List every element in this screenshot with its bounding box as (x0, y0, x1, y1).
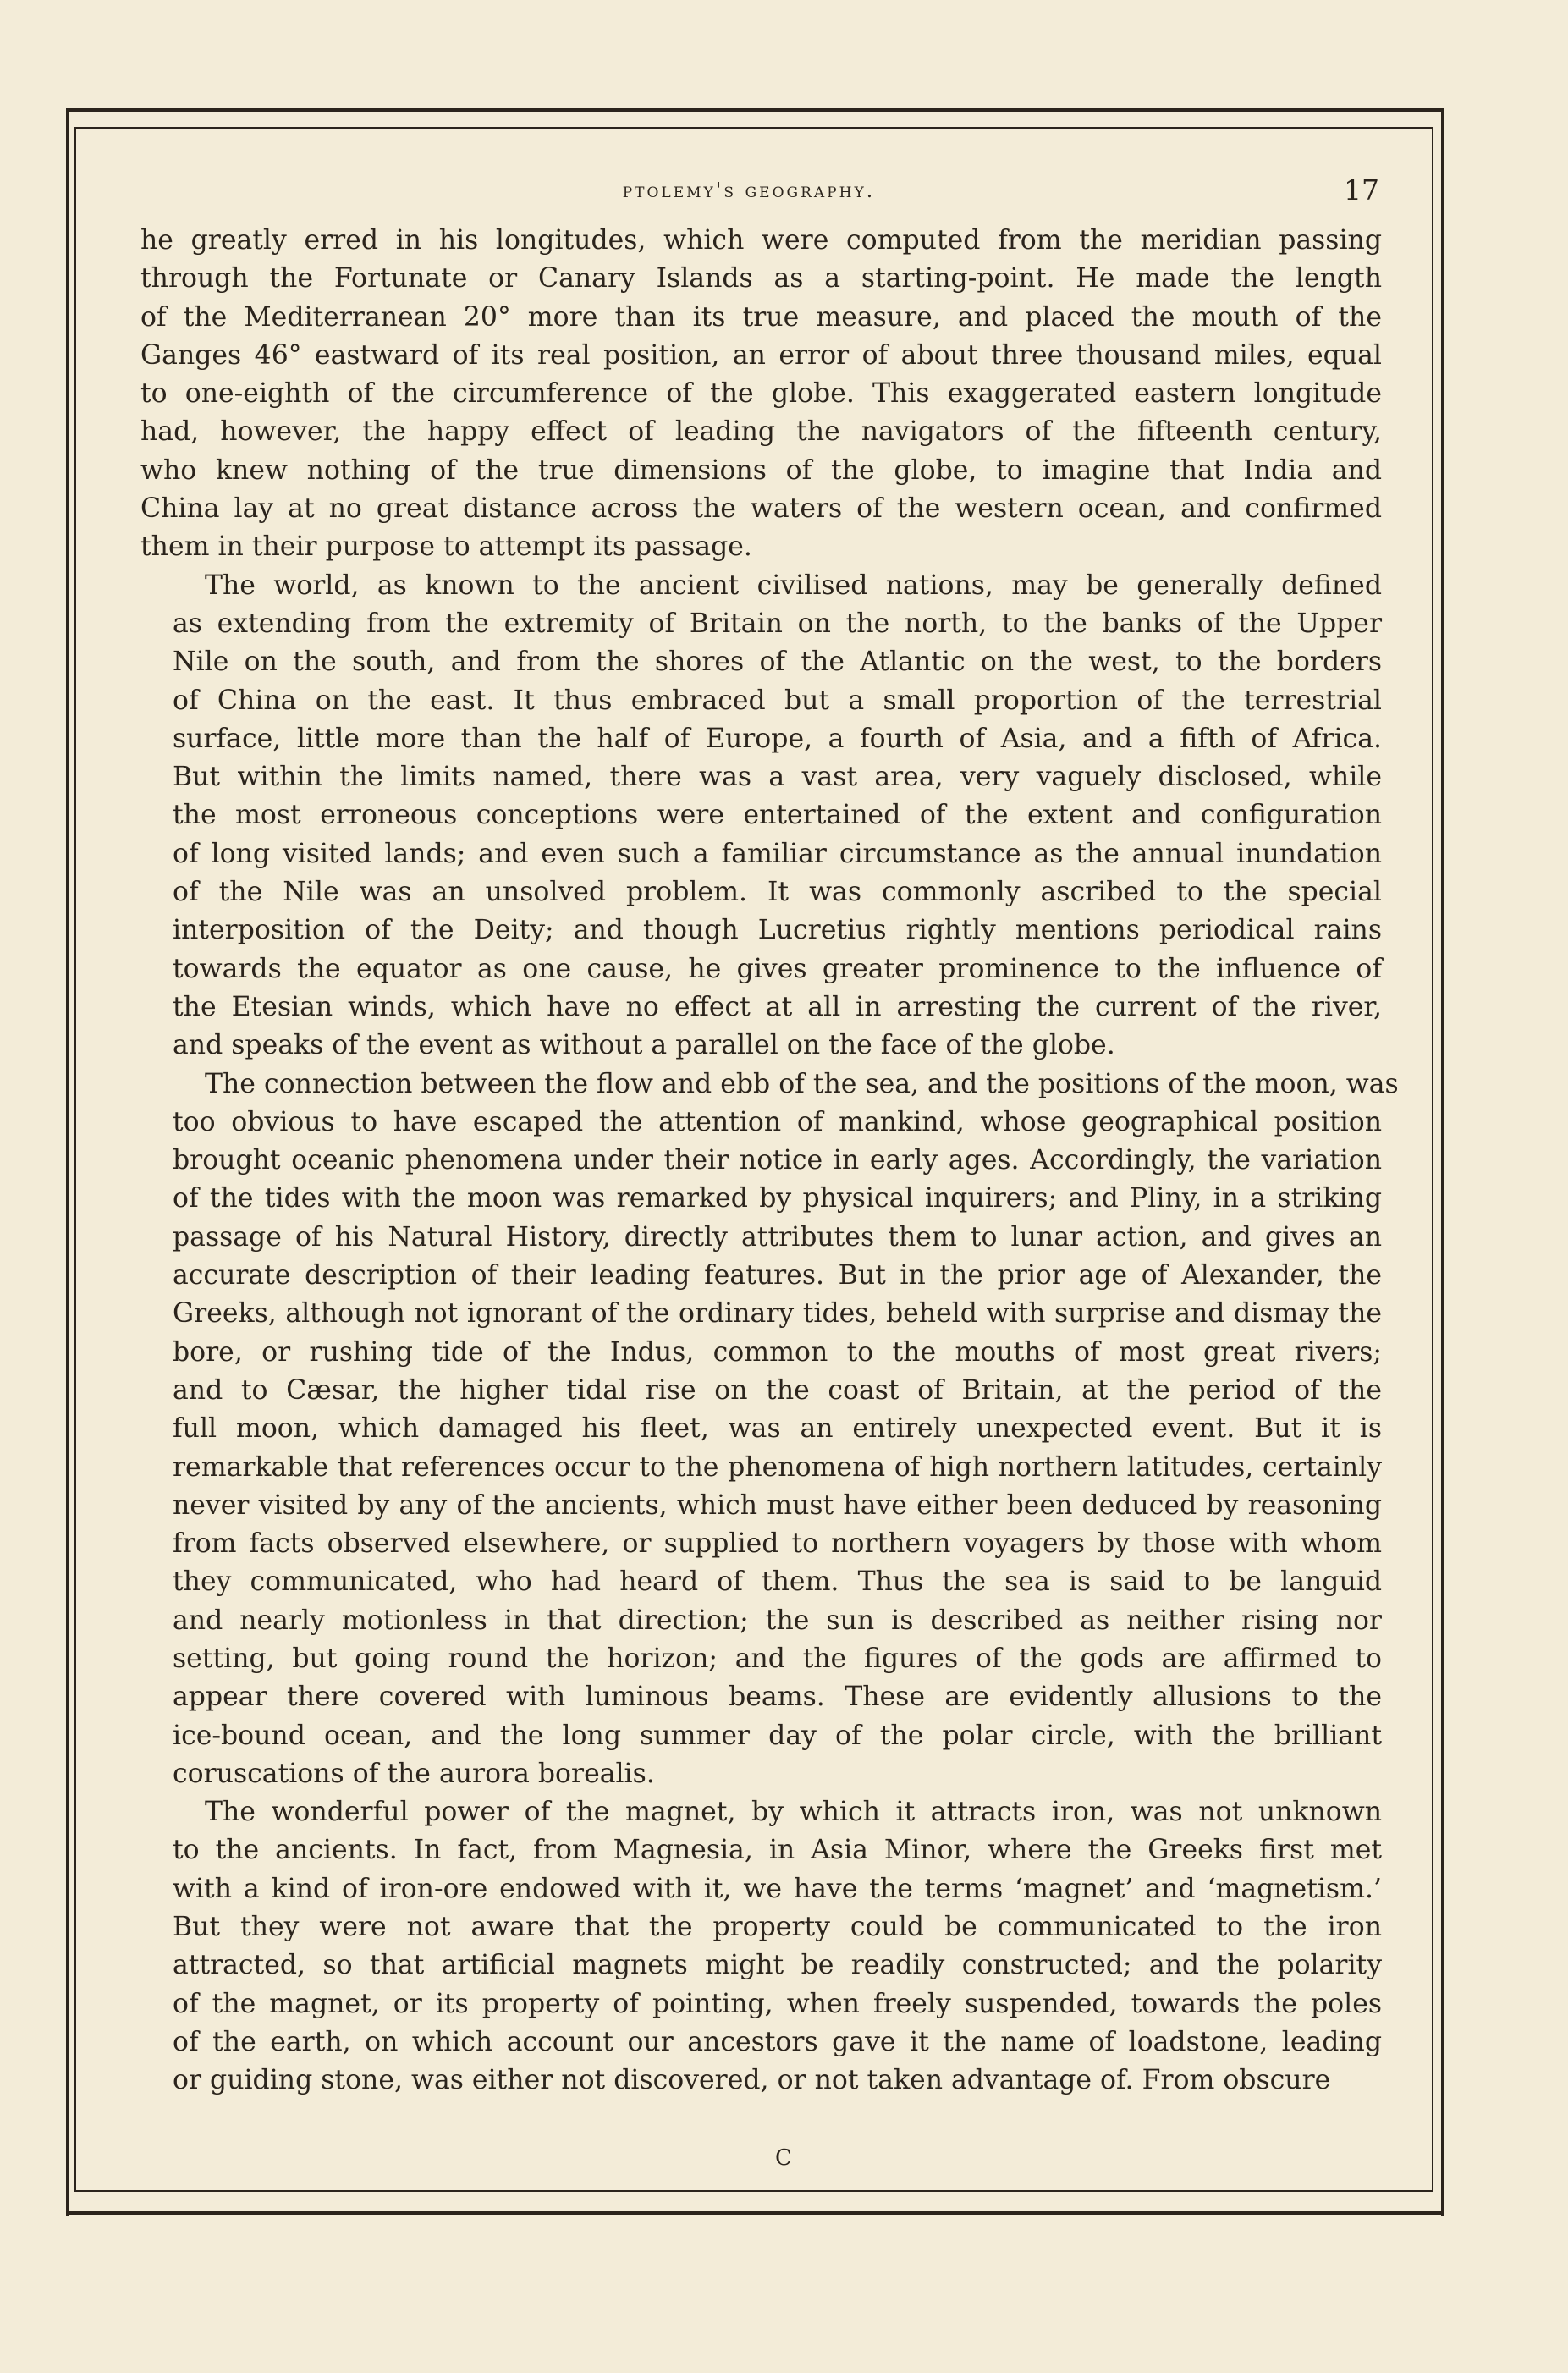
text-line: to the ancients. In fact, from Magnesia, in Asia Minor, where the Greeks first met (173, 1835, 1382, 1866)
text-line: to one-eighth of the circumference of the globe. This exaggerated eastern longitude (140, 378, 1382, 410)
text-line: The world, as known to the ancient civilised nations, may be generally defined (205, 570, 1382, 601)
page-number: 17 (1344, 173, 1379, 206)
text-line: attracted, so that artificial magnets might be readily constructed; and the polarity (173, 1950, 1382, 1981)
text-line: with a kind of iron-ore endowed with it, we have the terms ‘magnet’ and ‘magnetism.’ (173, 1873, 1382, 1904)
paragraph (140, 567, 1382, 1065)
text-line: of the earth, on which account our ancestors gave it the name of loadstone, leading (173, 2026, 1382, 2057)
text-line: and to Cæsar, the higher tidal rise on the coast of Britain, at the period of the (173, 1374, 1382, 1406)
signature-mark: C (775, 2145, 793, 2171)
text-line: of the tides with the moon was remarked by physical inquirers; and Pliny, in a striking (173, 1183, 1382, 1214)
body-text (140, 222, 1399, 2100)
text-line: from facts observed elsewhere, or supplied to northern voyagers by those with whom (173, 1528, 1382, 1560)
text-line: accurate description of their leading features. But in the prior age of Alexander, the (173, 1260, 1382, 1291)
paragraph (140, 1065, 1399, 1794)
text-line: he greatly erred in his longitudes, which were computed from the meridian passing (140, 225, 1382, 256)
text-line: through the Fortunate or Canary Islands as a starting-point. He made the length (140, 263, 1382, 295)
text-line: the Etesian winds, which have no effect at all in arresting the current of the river, (173, 991, 1382, 1022)
text-line: remarkable that references occur to the phenomena of high northern latitudes, certainly (173, 1451, 1382, 1483)
text-line: ice-bound ocean, and the long summer day of the polar circle, with the brilliant (173, 1720, 1382, 1751)
text-line: The wonderful power of the magnet, by which it attracts iron, was not unknown (205, 1797, 1382, 1828)
text-line: and speaks of the event as without a parallel on the face of the globe. (173, 1030, 1115, 1061)
text-line: towards the equator as one cause, he gives greater prominence to the influence of (173, 953, 1382, 984)
running-title: ptolemy's geography. (622, 179, 876, 202)
text-line: of long visited lands; and even such a familiar circumstance as the annual inundation (173, 838, 1382, 869)
text-line: appear there covered with luminous beams. These are evidently allusions to the (173, 1682, 1382, 1713)
text-line: coruscations of the aurora borealis. (173, 1758, 655, 1789)
text-line: of the Mediterranean 20° more than its true measure, and placed the mouth of the (140, 301, 1382, 333)
paragraph (140, 222, 1382, 567)
text-line: they communicated, who had heard of them. Thus the sea is said to be languid (173, 1566, 1382, 1598)
text-line: the most erroneous conceptions were entertained of the extent and configuration (173, 800, 1382, 831)
text-line: who knew nothing of the true dimensions of the globe, to imagine that India and (140, 454, 1382, 486)
text-line: interposition of the Deity; and though Lucretius rightly mentions periodical rains (173, 915, 1382, 946)
text-line: and nearly motionless in that direction; the sun is described as neither rising nor (173, 1605, 1382, 1636)
text-line: passage of his Natural History, directly attributes them to lunar action, and gives an (173, 1221, 1382, 1253)
right-inner-rule (1432, 127, 1433, 2192)
text-line: of the magnet, or its property of pointing, when freely suspended, towards the poles (173, 1988, 1382, 2019)
text-line: bore, or rushing tide of the Indus, common to the mouths of most great rivers; (173, 1336, 1382, 1368)
text-line: full moon, which damaged his fleet, was an entirely unexpected event. But it is (173, 1413, 1382, 1445)
text-line: as extending from the extremity of Britain on the north, to the banks of the Upper (173, 608, 1382, 639)
text-line: Greeks, although not ignorant of the ordinary tides, beheld with surprise and dismay the (173, 1298, 1382, 1330)
text-line: or guiding stone, was either not discovered, or not taken advantage of. From obscure (173, 2065, 1331, 2096)
left-inner-rule (74, 127, 76, 2192)
text-line: Ganges 46° eastward of its real position, an error of about three thousand miles, equal (140, 339, 1382, 371)
text-line: of China on the east. It thus embraced but a small proportion of the terrestrial (173, 685, 1382, 716)
text-line: Nile on the south, and from the shores of the Atlantic on the west, to the borders (173, 647, 1382, 678)
text-line: But within the limits named, there was a vast area, very vaguely disclosed, while (173, 762, 1382, 793)
bottom-border-thin (74, 2190, 1433, 2192)
bottom-border-thick (66, 2211, 1441, 2215)
running-head (118, 173, 1379, 212)
text-line: surface, little more than the half of Europe, a fourth of Asia, and a fifth of Africa. (173, 723, 1382, 754)
text-line: brought oceanic phenomena under their notice in early ages. Accordingly, the variation (173, 1145, 1382, 1176)
text-line: of the Nile was an unsolved problem. It was commonly ascribed to the special (173, 877, 1382, 908)
text-line: had, however, the happy effect of leading the navigators of the fifteenth century, (140, 416, 1382, 448)
text-line: But they were not aware that the property could be communicated to the iron (173, 1912, 1382, 1943)
text-line: setting, but going round the horizon; and the figures of the gods are affirmed to (173, 1643, 1382, 1674)
text-line: The connection between the flow and ebb of the sea, and the positions of the moon, was (205, 1068, 1399, 1099)
paragraph (140, 1793, 1382, 2100)
text-line: never visited by any of the ancients, which must have either been deduced by reasoning (173, 1489, 1382, 1521)
text-line: them in their purpose to attempt its passage. (140, 531, 752, 563)
text-line: China lay at no great distance across the waters of the western ocean, and confirmed (140, 493, 1382, 525)
text-line: too obvious to have escaped the attention of mankind, whose geographical position (173, 1106, 1382, 1137)
